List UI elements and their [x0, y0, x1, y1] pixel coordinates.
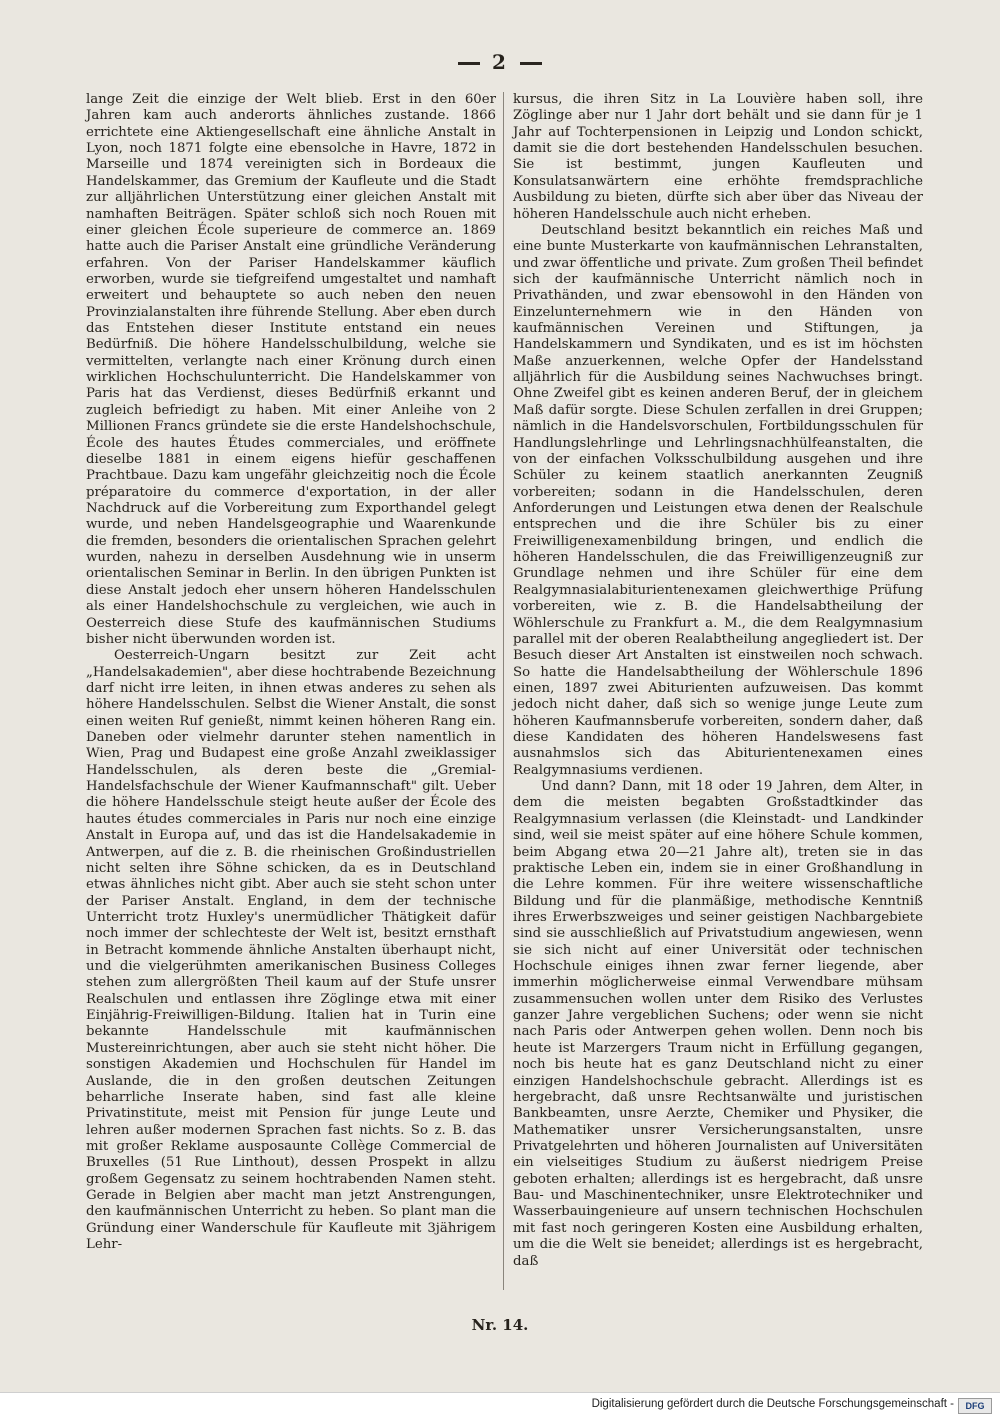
right-paragraph-1: kursus, die ihren Sitz in La Louvière haben soll, ihre Zöglinge aber nur 1 Jahr dort behält und sie dann für je 1 Jahr auf Tochterpensionen in Leipzig und London schickt, damit sie die dort bestehenden Handelsschulen besuchen. Sie ist bestimmt, jungen Kaufleuten und Konsulatsanwärtern eine erhöhte fremdsprachliche Ausbildung zu bieten, dürfte sich aber über das Niveau der höheren Handelsschule auch nicht erheben. — [513, 92, 923, 222]
issue-number: Nr. 14. — [471, 1316, 529, 1334]
left-column — [86, 92, 496, 1254]
right-column — [513, 92, 923, 1270]
right-paragraph-3: Und dann? Dann, mit 18 oder 19 Jahren, dem Alter, in dem die meisten begabten Großstadtkinder das Realgymnasium verlassen (die Kleinstadt- und Landkinder sind, weil sie meist später auf eine höhere Schule kommen, beim Abgang etwa 20—21 Jahre alt), treten sie in das praktische Leben ein, indem sie in einer Großhandlung in die Lehre kommen. Für ihre weitere wissenschaftliche Bildung und für die planmäßige, methodische Kenntniß ihres Erwerbszweiges und seiner geistigen Nachbargebiete sind sie ausschließlich auf Privatstudium angewiesen, wenn sie sich nicht auf einer Universität oder technischen Hochschule einiges ihnen zwar ferner liegende, aber immerhin möglicherweise einmal Verwendbare mühsam zusammensuchen wollen unter dem Risiko des Verlustes ganzer Jahre vergeblichen Suchens; oder wenn sie nicht nach Paris oder Antwerpen gehen wollen. Denn noch bis heute ist Marzergers Traum nicht in Erfüllung gegangen, noch bis heute hat es ganz Deutschland nicht zu einer einzigen Handelshochschule gebracht. Allerdings ist es hergebracht, daß unsre Rechtsanwälte und juristischen Bankbeamten, unsre Aerzte, Chemiker und Physiker, die Mathematiker unsrer Versicherungsanstalten, unsre Privatgelehrten und höheren Journalisten auf Universitäten ein vielseitiges Studium zu äußerst niedrigem Preise geboten erhalten; allerdings ist es hergebracht, daß unsre Bau- und Maschinentechniker, unsre Elektrotechniker und Wasserbauingenieure auf unsern technischen Hochschulen mit fast noch geringeren Kosten eine Ausbildung erhalten, um die die Welt sie beneidet; allerdings ist es hergebracht, daß — [513, 779, 923, 1269]
page-number-dash-right — [520, 62, 542, 65]
page-number-value: 2 — [492, 50, 508, 74]
page-number-dash-left — [458, 62, 480, 65]
digitization-footer — [0, 1392, 1000, 1419]
dfg-logo: DFG — [958, 1398, 992, 1414]
footer-text: Digitalisierung gefördert durch die Deutsche Forschungsgemeinschaft - — [591, 1398, 954, 1410]
left-paragraph-1: lange Zeit die einzige der Welt blieb. Erst in den 60er Jahren kam auch anderorts ähnliches zustande. 1866 errichtete eine Aktiengesellschaft eine ähnliche Anstalt in Lyon, noch 1871 folgte eine ebensolche in Havre, 1872 in Marseille und 1874 vereinigten sich in Bordeaux die Handelskammer, das Gremium der Kaufleute und die Stadt zur alljährlichen Unterstützung einer gleichen Anstalt mit namhaften Beiträgen. Später schloß sich noch Rouen mit einer gleichen École superieure de commerce an. 1869 hatte auch die Pariser Anstalt eine gründliche Veränderung erfahren. Von der Pariser Handelskammer käuflich erworben, wurde sie tiefgreifend umgestaltet und namhaft erweitert und behauptete so auch neben den neuen Provinzialanstalten ihre führende Stellung. Aber eben durch das Entstehen dieser Institute entstand ein neues Bedürfniß. Die höhere Handelsschulbildung, welche sie vermittelten, verlangte nach einer Krönung durch einen wirklichen Hochschulunterricht. Die Handelskammer von Paris hat das Verdienst, dieses Bedürfniß erkannt und zugleich befriedigt zu haben. Mit einer Anleihe von 2 Millionen Francs gründete sie die erste Handelshochschule, École des hautes Études commerciales, und eröffnete dieselbe 1881 in einem eigens hiefür geschaffenen Prachtbaue. Dazu kam ungefähr gleichzeitig noch die École préparatoire du commerce d'exportation, in der aller Nachdruck auf die Vorbereitung zum Exporthandel gelegt wurde, und neben Handelsgeographie und Waarenkunde die fremden, besonders die orientalischen Sprachen gelehrt wurden, nahezu in derselben Ausdehnung wie in unserm orientalischen Seminar in Berlin. In den übrigen Punkten ist diese Anstalt jedoch eher unsern höheren Handelsschulen als einer Handelshochschule zu vergleichen, wie auch in Oesterreich diese Stufe des kaufmännischen Studiums bisher nicht überwunden worden ist. — [86, 92, 496, 647]
left-paragraph-2: Oesterreich-Ungarn besitzt zur Zeit acht „Handelsakademien", aber diese hochtrabende Bezeichnung darf nicht irre leiten, in ihnen etwas anderes zu sehen als höhere Handelsschulen. Selbst die Wiener Anstalt, die sonst einen weiten Ruf genießt, nimmt keinen höheren Rang ein. Daneben oder vielmehr darunter stehen namentlich in Wien, Prag und Budapest eine große Anzahl zweiklassiger Handelsschulen, als deren beste die „Gremial-Handelsfachschule der Wiener Kaufmannschaft" gilt. Ueber die höhere Handelsschule steigt heute außer der École des hautes études commerciales in Paris nur noch eine einzige Anstalt in Europa auf, und das ist die Handelsakademie in Antwerpen, auf die z. B. die rheinischen Großindustriellen nicht selten ihre Söhne schicken, da es in Deutschland etwas ähnliches nicht gibt. Aber auch sie steht schon unter der Pariser Anstalt. England, in dem der technische Unterricht trotz Huxley's unermüdlicher Thätigkeit dafür noch immer der schlechteste der Welt ist, besitzt ernsthaft in Betracht kommende ähnliche Anstalten überhaupt nicht, und die vielgerühmten amerikanischen Business Colleges stehen zum allergrößten Theil kaum auf der Stufe unsrer Realschulen und entlassen ihre Zöglinge etwa mit einer Einjährig-Freiwilligen-Bildung. Italien hat in Turin eine bekannte Handelsschule mit kaufmännischen Mustereinrichtungen, aber auch sie steht nicht höher. Die sonstigen Akademien und Hochschulen für Handel im Auslande, die in den großen deutschen Zeitungen beharrliche Inserate haben, sind fast alle kleine Privatinstitute, meist mit Pension für junge Leute und lehren außer modernen Sprachen fast nichts. So z. B. das mit großer Reklame ausposaunte Collège Commercial de Bruxelles (51 Rue Linthout), dessen Prospekt in allzu großem Gegensatz zu seinem hochtrabenden Namen steht. Gerade in Belgien aber macht man jetzt Anstrengungen, den kaufmännischen Unterricht zu heben. So plant man die Gründung einer Wanderschule für Kaufleute mit 3jährigem Lehr- — [86, 648, 496, 1253]
page-number — [0, 50, 1000, 74]
column-divider — [503, 92, 504, 1290]
right-paragraph-2: Deutschland besitzt bekanntlich ein reiches Maß und eine bunte Musterkarte von kaufmännischen Lehranstalten, und zwar öffentliche und private. Zum großen Theil befindet sich der kaufmännische Unterricht nämlich noch in Privathänden, und zwar ebensowohl in den Händen von Einzelunternehmern wie in den Händen von kaufmännischen Vereinen und Stiftungen, ja Handelskammern und Syndikaten, und es ist im höchsten Maße anzuerkennen, welche Opfer der Handelsstand alljährlich für die Ausbildung seines Nachwuchses bringt. Ohne Zweifel gibt es keinen anderen Beruf, der in gleichem Maß dafür sorgte. Diese Schulen zerfallen in drei Gruppen; nämlich in die Handelsvorschulen, Fortbildungsschulen für Handlungslehrlinge und Lehrlingsnachhülfeanstalten, die von der einfachen Volksschulbildung ausgehen und ihre Schüler zu keinem staatlich anerkannten Zeugniß vorbereiten; sodann in die Handelsschulen, deren Anforderungen und Leistungen etwa denen der Realschule entsprechen und die ihre Schüler bis zu einer Freiwilligenexamenbildung bringen, und endlich die höheren Handelsschulen, die das Freiwilligenzeugniß zur Grundlage nehmen und ihre Schüler für eine dem Realgymnasialabiturientenexamen gleichwerthige Prüfung vorbereiten, wie z. B. die Handelsabtheilung der Wöhlerschule zu Frankfurt a. M., die dem Realgymnasium parallel mit der oberen Realabtheilung angegliedert ist. Der Besuch dieser Art Anstalten ist einstweilen noch schwach. So hatte die Handelsabtheilung der Wöhlerschule 1896 einen, 1897 zwei Abiturienten aufzuweisen. Das kommt jedoch nicht daher, daß sich so wenige junge Leute zum höheren Kaufmannsberufe vorbereiten, sondern daher, daß diese Kandidaten des höheren Handelswesens fast ausnahmslos sich das Abiturientenexamen eines Realgymnasiums verdienen. — [513, 222, 923, 778]
